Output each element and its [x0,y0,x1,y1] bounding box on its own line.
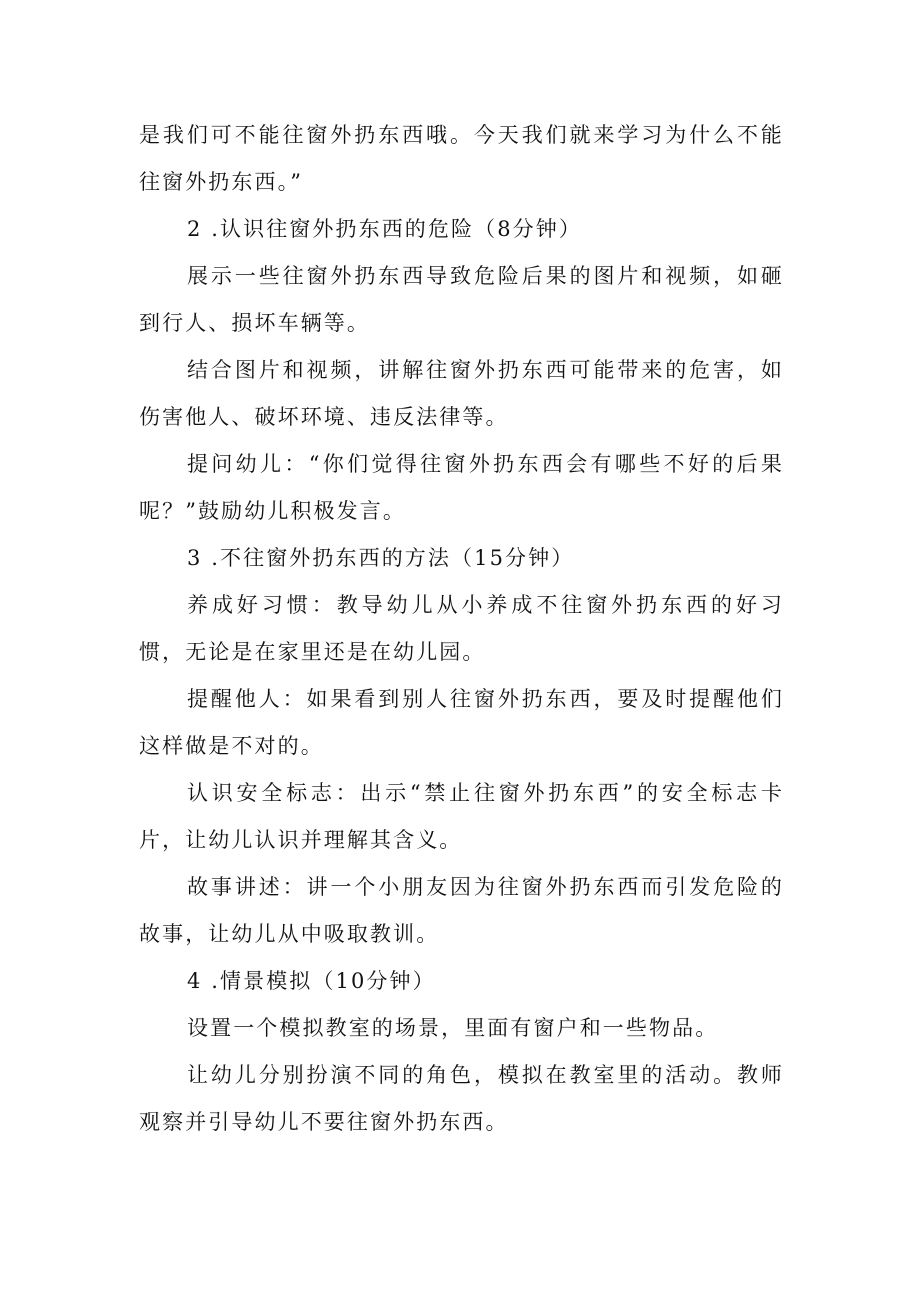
paragraph: 让幼儿分别扮演不同的角色，模拟在教室里的活动。教师观察并引导幼儿不要往窗外扔东西。 [139,1063,784,1134]
paragraph: 故事讲述：讲一个小朋友因为往窗外扔东西而引发危险的故事，让幼儿从中吸取教训。 [139,875,784,946]
paragraph: 设置一个模拟教室的场景，里面有窗户和一些物品。 [187,1016,719,1040]
paragraph: 提问幼儿：“你们觉得往窗外扔东西会有哪些不好的后果呢？”鼓励幼儿积极发言。 [139,452,784,523]
section-heading-4: 4 .情景模拟（10分钟） [187,969,436,993]
paragraph: 展示一些往窗外扔东西导致危险后果的图片和视频，如砸到行人、损坏车辆等。 [139,264,784,335]
section-heading-3: 3 .不往窗外扔东西的方法（15分钟） [187,546,575,570]
paragraph: 结合图片和视频，讲解往窗外扔东西可能带来的危害，如伤害他人、破坏环境、违反法律等。 [139,358,784,429]
paragraph: 养成好习惯：教导幼儿从小养成不往窗外扔东西的好习惯，无论是在家里还是在幼儿园。 [139,593,784,664]
document-body [139,112,784,1146]
section-heading-2: 2 .认识往窗外扔东西的危险（8分钟） [187,217,582,241]
paragraph: 提醒他人：如果看到别人往窗外扔东西，要及时提醒他们这样做是不对的。 [139,687,784,758]
paragraph-continuation: 是我们可不能往窗外扔东西哦。今天我们就来学习为什么不能往窗外扔东西。” [139,123,784,194]
paragraph: 认识安全标志：出示“禁止往窗外扔东西”的安全标志卡片，让幼儿认识并理解其含义。 [139,781,784,852]
